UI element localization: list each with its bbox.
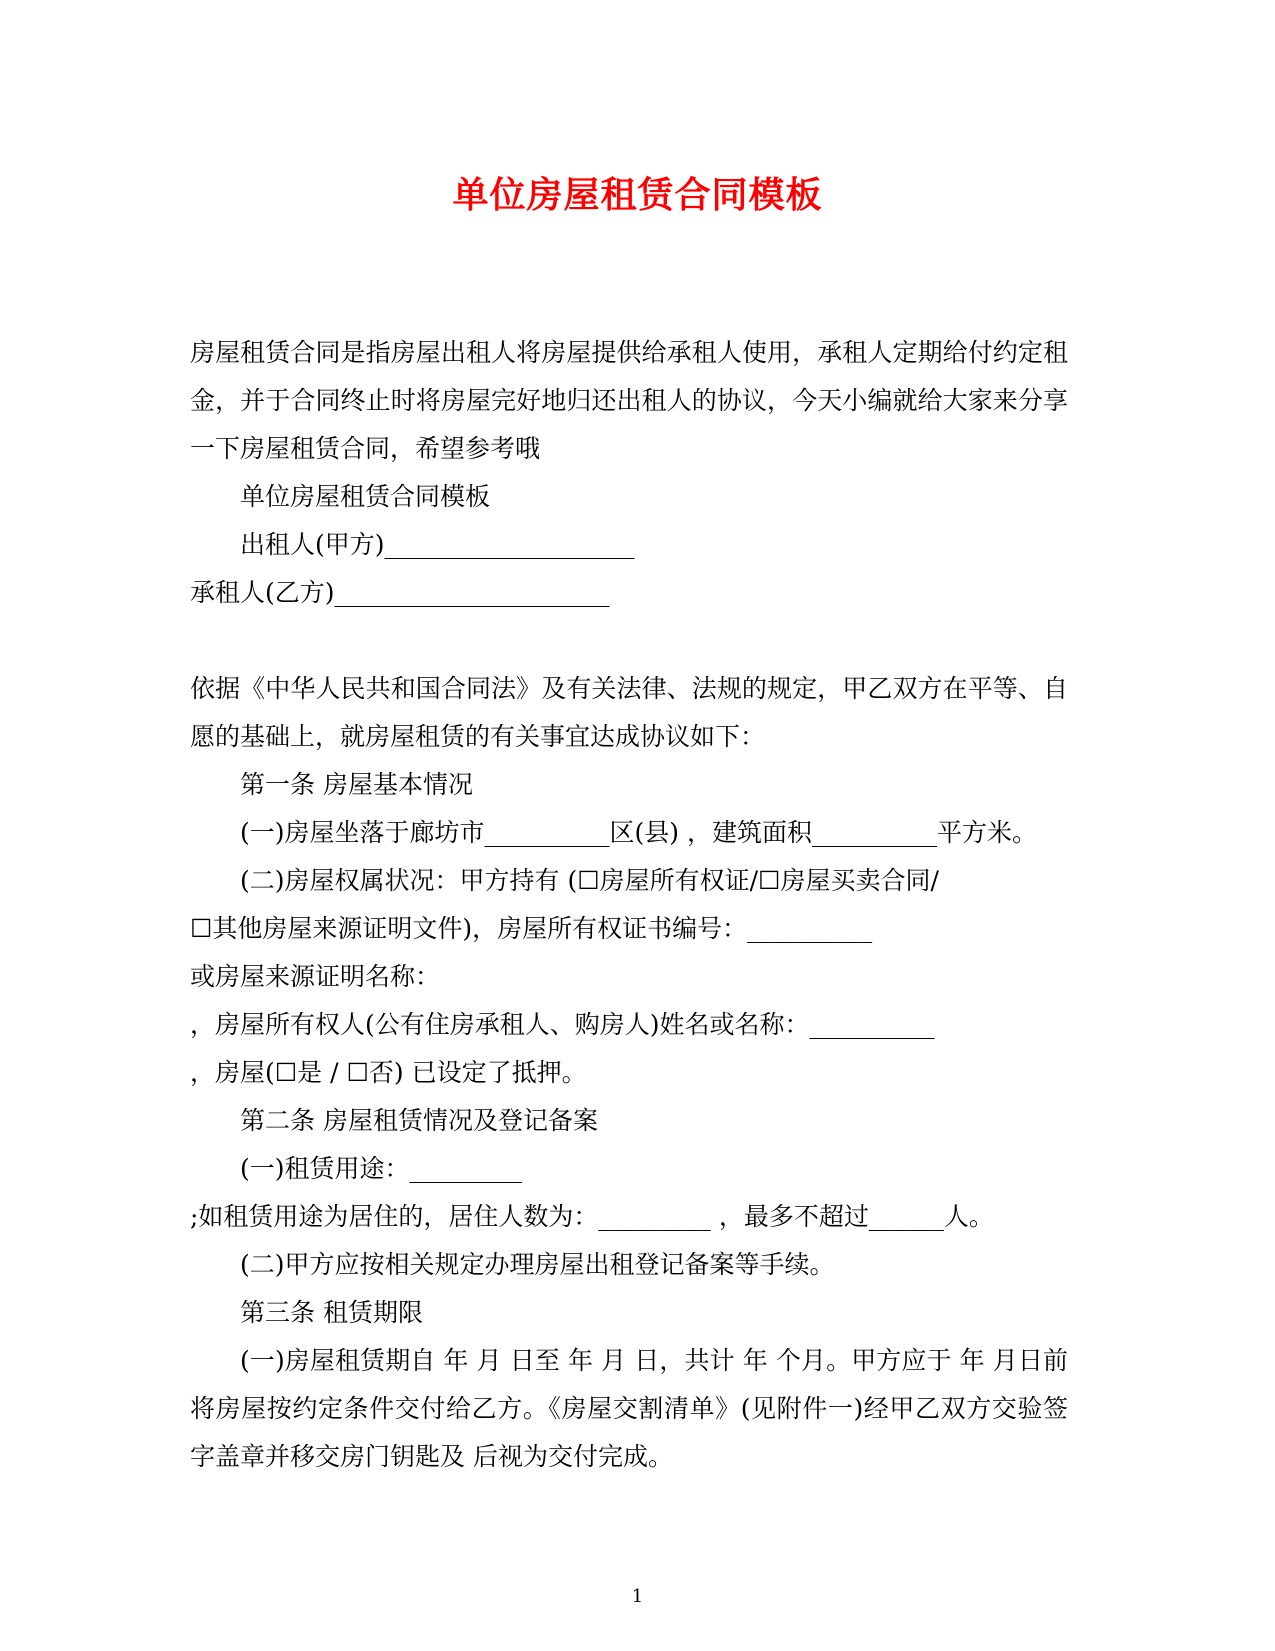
- intro-paragraph: 房屋租赁合同是指房屋出租人将房屋提供给承租人使用，承租人定期给付约定租金，并于合同终止时将房屋完好地归还出租人的协议，今天小编就给大家来分享一下房屋租赁合同，希望参考哦: [190, 338, 1068, 463]
- article1-item2-line5: ，房屋(☐是 / ☐否) 已设定了抵押。: [190, 1058, 587, 1087]
- basis-paragraph: 依据《中华人民共和国合同法》及有关法律、法规的规定，甲乙双方在平等、自愿的基础上，就房屋租赁的有关事宜达成协议如下：: [190, 674, 1068, 751]
- article2-heading: 第二条 房屋租赁情况及登记备案: [240, 1106, 598, 1135]
- lessee-line: 承租人(乙方)______________________: [190, 578, 610, 607]
- article3-item1: (一)房屋租赁期自 年 月 日至 年 月 日，共计 年 个月。甲方应于 年 月日前将房屋按约定条件交付给乙方。《房屋交割清单》(见附件一)经甲乙双方交验签字盖章并移交房门钥匙及 后视为交付完成。: [190, 1346, 1068, 1471]
- document-title: 单位房屋租赁合同模板: [452, 174, 823, 216]
- article1-heading: 第一条 房屋基本情况: [240, 770, 473, 799]
- document-body: [190, 329, 1068, 1481]
- article1-item1: (一)房屋坐落于廊坊市__________区(县) ，建筑面积__________平方米。: [240, 818, 1037, 847]
- article1-item2-line1: (二)房屋权属状况：甲方持有 (☐房屋所有权证/☐房屋买卖合同/: [240, 866, 939, 895]
- article1-item2-line3: 或房屋来源证明名称：: [190, 962, 441, 991]
- contract-subtitle: 单位房屋租赁合同模板: [240, 482, 491, 511]
- article2-item2: (二)甲方应按相关规定办理房屋出租登记备案等手续。: [240, 1250, 835, 1279]
- article1-item2-line4: ，房屋所有权人(公有住房承租人、购房人)姓名或名称：__________: [190, 1010, 935, 1039]
- page-number: 1: [631, 1586, 644, 1607]
- article3-heading: 第三条 租赁期限: [240, 1298, 423, 1327]
- lessor-line: 出租人(甲方)____________________: [240, 530, 635, 559]
- article1-item2-line2: ☐其他房屋来源证明文件)，房屋所有权证书编号：__________: [190, 914, 873, 943]
- article2-item1-line2: ;如租赁用途为居住的，居住人数为：_________ ，最多不超过______人。: [190, 1202, 994, 1231]
- blank-line: [190, 617, 1068, 665]
- article2-item1-line1: (一)租赁用途：_________: [240, 1154, 523, 1183]
